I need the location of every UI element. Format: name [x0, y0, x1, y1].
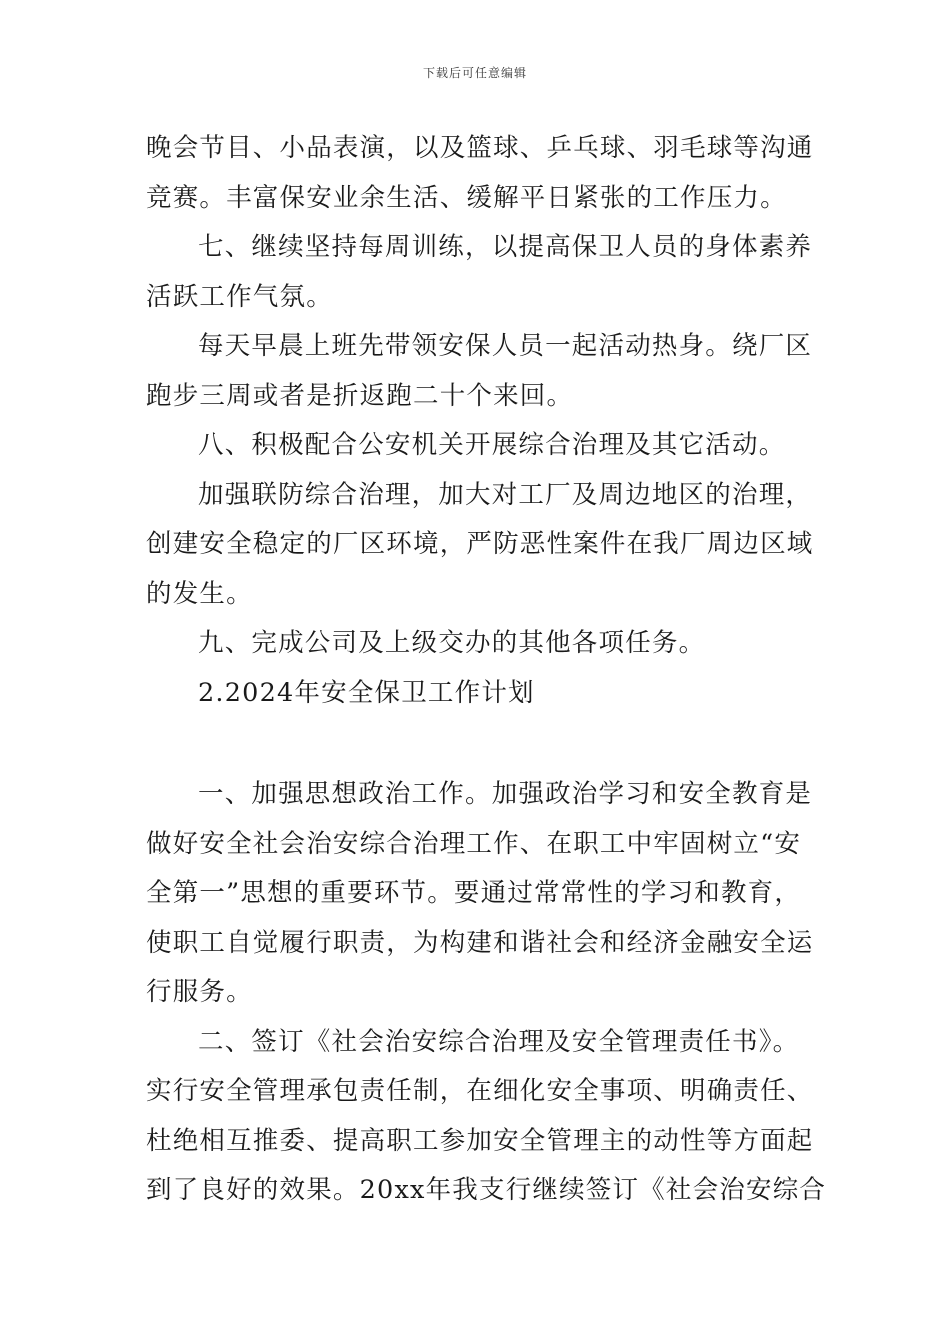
page-header: 下载后可任意编辑	[422, 66, 527, 80]
blank-gap	[146, 718, 806, 770]
text-line: 竞赛。丰富保安业余生活、缓解平日紧张的工作压力。	[146, 182, 787, 213]
paragraph-start: 每天早晨上班先带领安保人员一起活动热身。绕厂区	[198, 331, 813, 361]
text-line: 行服务。	[146, 977, 253, 1007]
text-line: 实行安全管理承包责任制，在细化安全事项、明确责任、	[146, 1076, 814, 1106]
paragraph-start: 九、完成公司及上级交办的其他各项任务。	[198, 628, 706, 658]
text-line: 活跃工作气氛。	[146, 281, 333, 312]
text-line: 晚会节目、小品表演，以及篮球、乒乓球、羽毛球等沟通	[146, 133, 814, 163]
text-line: 到了良好的效果。20xx年我支行继续签订《社会治安综合	[146, 1175, 827, 1205]
paragraph-start: 一、加强思想政治工作。加强政治学习和安全教育是	[198, 779, 813, 809]
paragraph-start: 八、积极配合公安机关开展综合治理及其它活动。	[198, 430, 786, 460]
paragraph-start: 加强联防综合治理，加大对工厂及周边地区的治理，	[198, 479, 813, 510]
paragraph-start: 七、继续坚持每周训练，以提高保卫人员的身体素养	[198, 232, 813, 262]
text-line: 创建安全稳定的厂区环境，严防恶性案件在我厂周边区域	[146, 529, 814, 559]
text-line: 全第一”思想的重要环节。要通过常常性的学习和教育，	[146, 878, 802, 908]
document-body	[146, 124, 827, 1216]
text-line: 跑步三周或者是折返跑二十个来回。	[146, 380, 574, 411]
text-line: 的发生。	[146, 578, 253, 609]
text-line: 使职工自觉履行职责，为构建和谐社会和经济金融安全运	[146, 927, 814, 958]
text-line: 做好安全社会治安综合治理工作、在职工中牢固树立“安	[146, 828, 802, 859]
paragraph-start: 二、签订《社会治安综合治理及安全管理责任书》。	[198, 1026, 800, 1057]
section-heading: 2.2024年安全保卫工作计划	[198, 677, 535, 708]
text-line: 杜绝相互推委、提高职工参加安全管理主的动性等方面起	[146, 1125, 814, 1156]
